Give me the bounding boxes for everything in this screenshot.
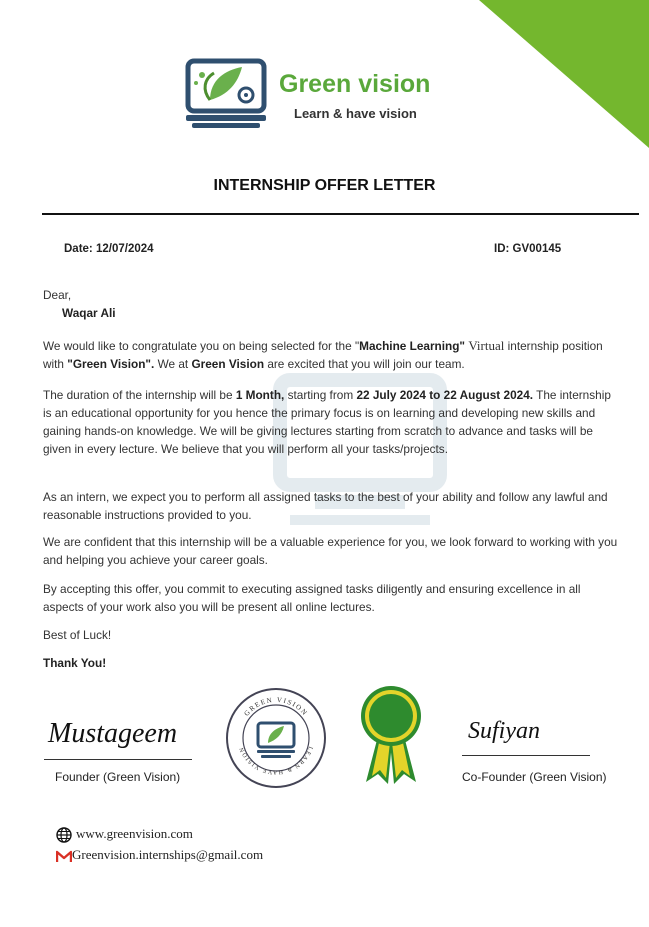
brand-name: Green vision <box>279 70 431 98</box>
brand-tagline: Learn & have vision <box>294 106 417 121</box>
paragraph-selection <box>43 337 621 373</box>
email-text: Greenvision.internships@gmail.com <box>72 847 264 862</box>
date-value: 12/07/2024 <box>95 243 154 255</box>
salutation: Dear, <box>43 288 72 302</box>
founder-signature-line <box>44 759 192 760</box>
seal-text-bottom: LEARN & HAVE VISION <box>238 745 314 775</box>
p2-text-e: The internship is an educational opportunity for you hence the primary focus is on learning and developing new skills and gaining hands-on knowledge. We will be giving lectures starting from scratch to advance and tasks will be given in every lecture. We believe that you will perform all your tasks/projects. <box>43 388 611 456</box>
paragraph-expectations: As an intern, we expect you to perform all assigned tasks to the best of your ability and follow any lawful and reasonable instructions provided to you. <box>43 490 608 522</box>
date-label: Date: <box>64 243 93 255</box>
p1-text-h: are excited that you will join our team. <box>267 357 465 371</box>
award-ribbon-icon <box>358 684 424 786</box>
closing-best-of-luck: Best of Luck! <box>43 628 112 642</box>
p1-course: Machine Learning" <box>359 339 466 353</box>
p2-duration: 1 Month, <box>235 388 285 402</box>
seal-text-top: GREEN VISION <box>242 695 310 718</box>
p2-text-a: The duration of the internship will be <box>43 388 233 402</box>
contact-email[interactable] <box>56 847 263 863</box>
cofounder-signature <box>458 704 588 758</box>
id-value: GV00145 <box>512 243 562 255</box>
paragraph-confidence: We are confident that this internship will be a valuable experience for you, we look forward to working with you and helping you achieve your career goals. <box>43 535 618 567</box>
title-divider <box>42 213 639 215</box>
paragraph-duration <box>43 386 621 458</box>
p1-text-f: We at <box>157 357 189 371</box>
contact-website[interactable] <box>56 826 193 843</box>
p2-text-c: starting from <box>287 388 354 402</box>
p1-text-a: We would like to congratulate you on being selected for the " <box>43 339 360 353</box>
corner-decoration <box>479 0 649 148</box>
website-text: www.greenvision.com <box>76 826 193 841</box>
cofounder-signature-line <box>462 755 590 756</box>
founder-signature-text: Mustageem <box>48 718 178 749</box>
cofounder-role: Co-Founder (Green Vision) <box>462 770 607 784</box>
id-label: ID: <box>494 243 510 255</box>
founder-role: Founder (Green Vision) <box>55 770 181 784</box>
p1-mode: Virtual <box>468 338 505 353</box>
mail-icon <box>56 850 72 863</box>
date-field <box>64 243 154 255</box>
p1-text-d: internship position with <box>43 339 603 371</box>
p2-dates: 22 July 2024 to 22 August 2024. <box>356 388 534 402</box>
recipient-name: Waqar Ali <box>62 306 116 320</box>
cofounder-signature-text: Sufiyan <box>468 718 540 744</box>
id-field <box>494 243 561 255</box>
document-title: INTERNSHIP OFFER LETTER <box>213 177 436 194</box>
company-seal <box>224 686 328 790</box>
p1-company: "Green Vision". <box>67 357 155 371</box>
paragraph-commitment: By accepting this offer, you commit to executing assigned tasks diligently and ensuring excellence in all aspects of your work also you will be present all online lectures. <box>43 582 581 614</box>
founder-signature <box>44 704 184 758</box>
p1-company-2: Green Vision <box>191 357 265 371</box>
globe-icon <box>56 827 72 843</box>
closing-thank-you: Thank You! <box>43 656 107 670</box>
brand-logo-icon <box>180 55 272 131</box>
